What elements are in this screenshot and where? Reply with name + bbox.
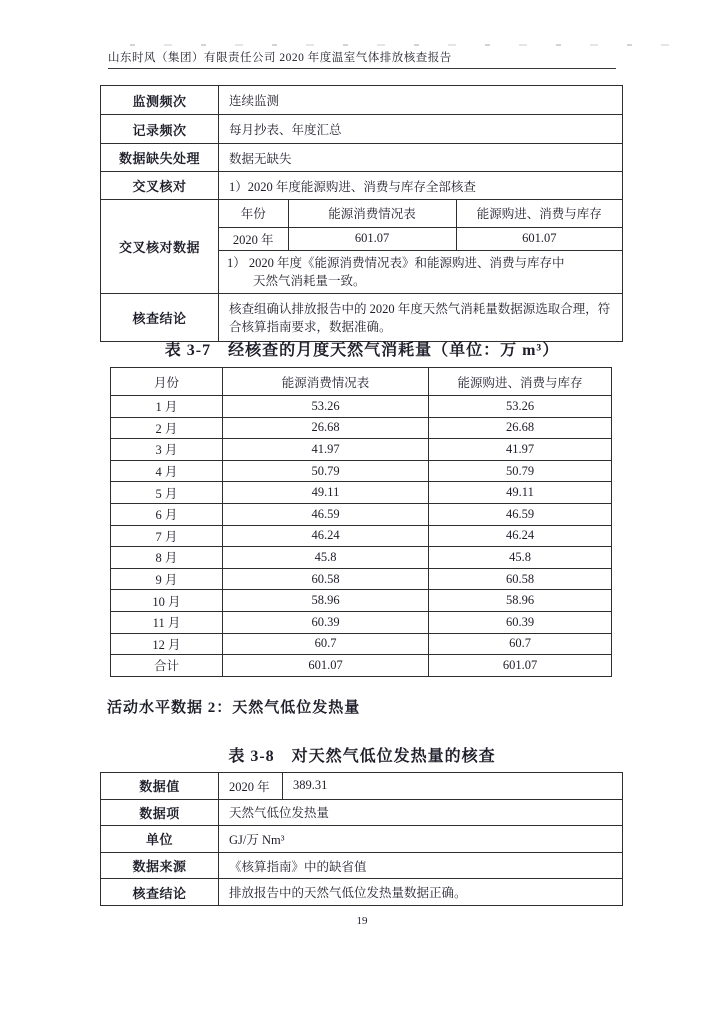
monthly-table-row — [111, 482, 612, 504]
table-row — [101, 144, 623, 172]
monthly-table-row — [111, 439, 612, 461]
conclusion-row — [101, 293, 623, 341]
monthly-table-row — [111, 547, 612, 569]
value-cell: 60.39 — [429, 611, 612, 633]
year-cell: 2020 年 — [219, 773, 283, 800]
monthly-table-row — [111, 396, 612, 418]
value-cell: 58.96 — [223, 590, 429, 612]
value-cell: 50.79 — [429, 460, 612, 482]
value-cell: 53.26 — [223, 396, 429, 418]
monthly-table-header-row — [111, 368, 612, 396]
row-label: 核查结论 — [101, 879, 219, 906]
row-value: 数据无缺失 — [219, 144, 623, 172]
monthly-consumption-table — [110, 367, 612, 677]
value-cell: 60.7 — [429, 633, 612, 655]
value-cell: 26.68 — [223, 417, 429, 439]
conclusion-text: 核查组确认排放报告中的 2020 年度天然气消耗量数据源选取合理，符合核算指南要求，数据准确。 — [219, 293, 623, 341]
month-cell: 12 月 — [111, 633, 223, 655]
page-number: 19 — [356, 915, 368, 927]
note-line-1: 1） 2020 年度《能源消费情况表》和能源购进、消费与库存中 — [227, 255, 565, 270]
value-cell: 45.8 — [429, 547, 612, 569]
value-cell: 46.24 — [429, 525, 612, 547]
value-cell: 46.59 — [429, 503, 612, 525]
month-cell: 10 月 — [111, 590, 223, 612]
value-cell: 46.24 — [223, 525, 429, 547]
table-row — [101, 799, 623, 826]
month-cell: 4 月 — [111, 460, 223, 482]
value-cell: 45.8 — [223, 547, 429, 569]
cross-check-subtable — [219, 200, 622, 293]
value-cell: 41.97 — [223, 439, 429, 461]
table-3-7-title: 表 3-7 经核查的月度天然气消耗量（单位：万 m³） — [164, 342, 560, 359]
month-cell: 9 月 — [111, 568, 223, 590]
cross-check-note — [219, 250, 622, 293]
value-cell: 41.97 — [429, 439, 612, 461]
subtable-data-cell: 601.07 — [288, 227, 456, 250]
subtable-header-cell: 能源消费情况表 — [288, 200, 456, 227]
row-value: 1）2020 年度能源购进、消费与库存全部核查 — [219, 172, 623, 200]
column-header: 月份 — [111, 368, 223, 396]
value-cell: 50.79 — [223, 460, 429, 482]
row-label: 数据缺失处理 — [101, 144, 219, 172]
month-cell: 8 月 — [111, 547, 223, 569]
value-cell: 60.7 — [223, 633, 429, 655]
month-cell: 6 月 — [111, 503, 223, 525]
column-header: 能源购进、消费与库存 — [429, 368, 612, 396]
row-label: 交叉核对 — [101, 172, 219, 200]
monthly-table-row — [111, 590, 612, 612]
value-cell: 49.11 — [223, 482, 429, 504]
row-value: 连续监测 — [219, 86, 623, 115]
table-row — [101, 115, 623, 144]
column-header: 能源消费情况表 — [223, 368, 429, 396]
row-label: 单位 — [101, 826, 219, 853]
row-label: 数据项 — [101, 799, 219, 826]
heating-value-table — [100, 772, 623, 906]
header-title: 山东时风（集团）有限责任公司 2020 年度温室气体排放核查报告 — [108, 52, 452, 64]
monthly-table-row — [111, 525, 612, 547]
row-label: 记录频次 — [101, 115, 219, 144]
row-label: 数据值 — [101, 773, 219, 800]
value-cell: 60.58 — [429, 568, 612, 590]
value-cell: 26.68 — [429, 417, 612, 439]
monthly-table-row — [111, 655, 612, 677]
value-cell: 60.58 — [223, 568, 429, 590]
table-row — [101, 86, 623, 115]
month-cell: 7 月 — [111, 525, 223, 547]
value-cell: 49.11 — [429, 482, 612, 504]
monthly-table-row — [111, 633, 612, 655]
subtable-note-row — [219, 250, 622, 293]
subtable-header-row — [219, 200, 622, 227]
table-row — [101, 172, 623, 200]
month-cell: 5 月 — [111, 482, 223, 504]
table-row — [101, 826, 623, 853]
value-cell: 389.31 — [283, 773, 623, 800]
value-cell: 53.26 — [429, 396, 612, 418]
month-cell: 合计 — [111, 655, 223, 677]
row-value: GJ/万 Nm³ — [219, 826, 623, 853]
subtable-data-cell: 601.07 — [456, 227, 622, 250]
scan-artifact — [130, 44, 679, 46]
monthly-table-row — [111, 611, 612, 633]
monthly-table-row — [111, 568, 612, 590]
row-label: 数据来源 — [101, 852, 219, 879]
monthly-table-row — [111, 460, 612, 482]
monthly-table-row — [111, 503, 612, 525]
month-cell: 3 月 — [111, 439, 223, 461]
table-row — [101, 852, 623, 879]
table-row — [101, 773, 623, 800]
monitoring-info-table — [100, 85, 623, 342]
page-header — [108, 49, 616, 69]
month-cell: 1 月 — [111, 396, 223, 418]
row-value: 《核算指南》中的缺省值 — [219, 852, 623, 879]
monthly-table-body — [111, 396, 612, 677]
value-cell: 601.07 — [429, 655, 612, 677]
value-cell: 46.59 — [223, 503, 429, 525]
note-line-2: 天然气消耗量一致。 — [253, 273, 366, 288]
value-cell: 58.96 — [429, 590, 612, 612]
row-label: 交叉核对数据 — [101, 200, 219, 294]
month-cell: 11 月 — [111, 611, 223, 633]
subtable-data-row — [219, 227, 622, 250]
value-cell: 601.07 — [223, 655, 429, 677]
cross-check-content — [219, 200, 623, 294]
month-cell: 2 月 — [111, 417, 223, 439]
subtable-header-cell: 年份 — [219, 200, 288, 227]
subtable-data-cell: 2020 年 — [219, 227, 288, 250]
row-label: 核查结论 — [101, 293, 219, 341]
value-cell: 60.39 — [223, 611, 429, 633]
table-row — [101, 879, 623, 906]
row-label: 监测频次 — [101, 86, 219, 115]
row-value: 每月抄表、年度汇总 — [219, 115, 623, 144]
monthly-table-row — [111, 417, 612, 439]
row-value: 天然气低位发热量 — [219, 799, 623, 826]
cross-check-data-row — [101, 200, 623, 294]
section-heading: 活动水平数据 2：天然气低位发热量 — [107, 700, 361, 716]
subtable-header-cell: 能源购进、消费与库存 — [456, 200, 622, 227]
row-value: 排放报告中的天然气低位发热量数据正确。 — [219, 879, 623, 906]
table-3-8-title: 表 3-8 对天然气低位发热量的核查 — [228, 748, 496, 765]
